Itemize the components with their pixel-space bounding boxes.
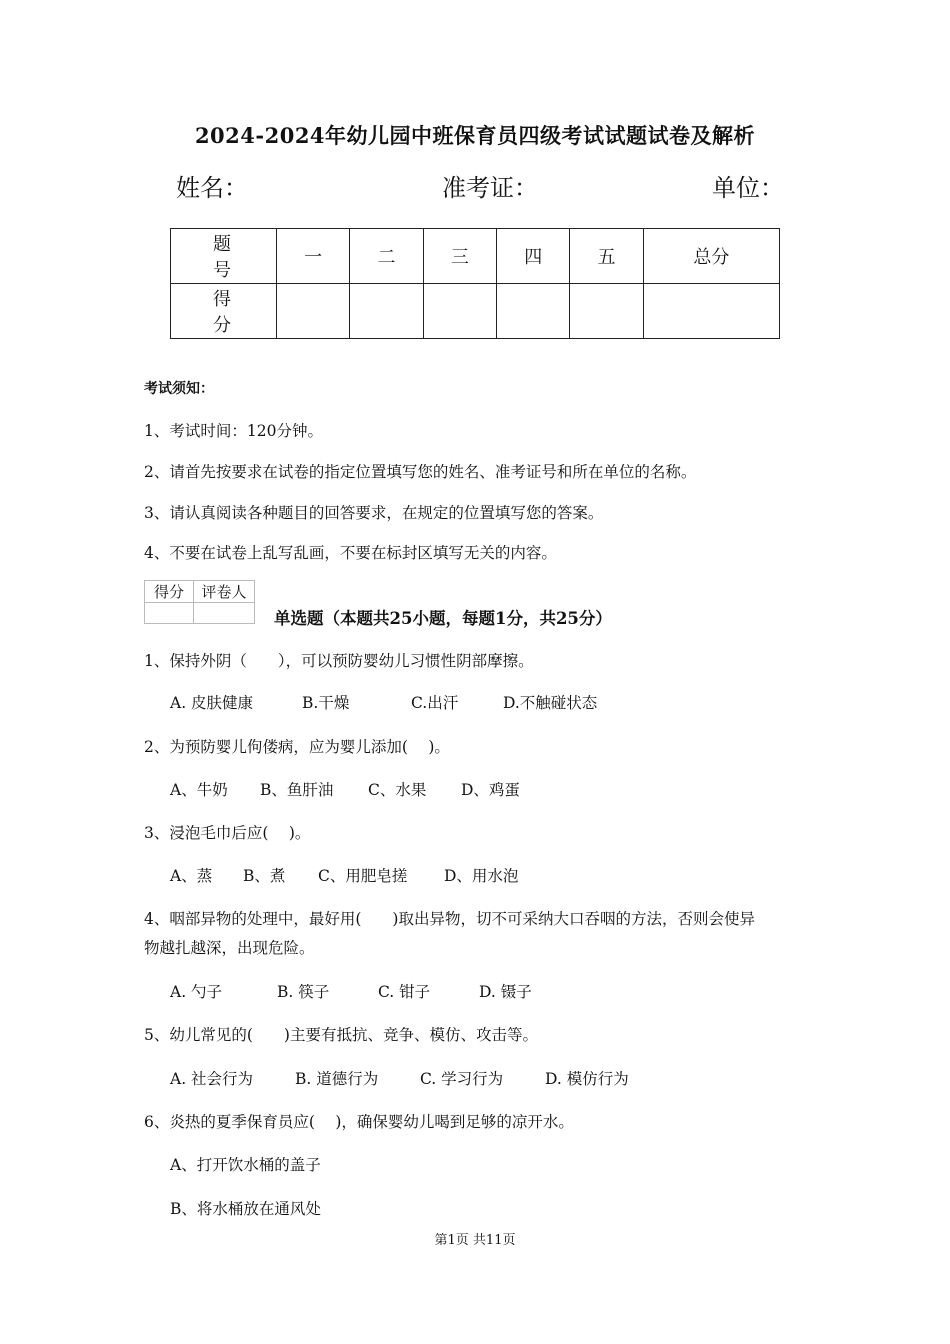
score-header-cell: 五 (570, 229, 643, 284)
notice-item: 4、不要在试卷上乱写乱画，不要在标封区填写无关的内容。 (144, 544, 557, 562)
question-stem: 1、保持外阴（ ），可以预防婴幼儿习惯性阴部摩擦。 (144, 652, 534, 670)
question-option: C. 钳子 (378, 983, 431, 1001)
question-option: A、蒸 (170, 867, 213, 885)
question-option: C、水果 (368, 781, 427, 799)
name-label: 姓名： (176, 174, 248, 202)
question-stem: 2、为预防婴儿佝偻病，应为婴儿添加( )。 (144, 738, 450, 756)
question-option: A、打开饮水桶的盖子 (170, 1156, 321, 1174)
question-option: C、用肥皂搓 (318, 867, 408, 885)
question-option: B、鱼肝油 (260, 781, 334, 799)
grader-score-cell[interactable] (145, 603, 194, 624)
question-option: D.不触碰状态 (503, 694, 598, 712)
notice-item: 1、考试时间：120分钟。 (144, 422, 323, 440)
question-option: A. 社会行为 (170, 1070, 254, 1088)
question-option: D. 镊子 (479, 983, 532, 1001)
score-header-cell: 三 (423, 229, 496, 284)
grader-reviewer-cell[interactable] (194, 603, 255, 624)
question-stem: 5、幼儿常见的( )主要有抵抗、竞争、模仿、攻击等。 (144, 1026, 538, 1044)
question-option: A. 皮肤健康 (170, 694, 254, 712)
score-cell[interactable] (350, 284, 423, 339)
score-header-cell: 一 (277, 229, 350, 284)
question-stem: 4、咽部异物的处理中，最好用( )取出异物，切不可采纳大口吞咽的方法，否则会使异 (144, 910, 755, 928)
question-option: D. 模仿行为 (545, 1070, 629, 1088)
score-header-cell: 四 (497, 229, 570, 284)
question-stem: 3、浸泡毛巾后应( )。 (144, 824, 311, 842)
score-cell[interactable] (643, 284, 779, 339)
score-header-cell: 二 (350, 229, 423, 284)
section-title: 单选题（本题共25小题，每题1分，共25分） (274, 609, 612, 628)
notice-item: 2、请首先按要求在试卷的指定位置填写您的姓名、准考证号和所在单位的名称。 (144, 463, 697, 481)
score-header-cell: 题 号 (171, 229, 277, 284)
score-header-cell: 总分 (643, 229, 779, 284)
score-cell[interactable] (497, 284, 570, 339)
notice-item: 3、请认真阅读各种题目的回答要求，在规定的位置填写您的答案。 (144, 504, 604, 522)
grader-box (144, 580, 255, 624)
question-stem-continued: 物越扎越深，出现危险。 (144, 939, 315, 957)
score-cell[interactable] (570, 284, 643, 339)
question-option: B.干燥 (302, 694, 350, 712)
score-cell[interactable] (423, 284, 496, 339)
question-option: B、将水桶放在通风处 (170, 1200, 321, 1218)
unit-label: 单位： (712, 174, 784, 202)
question-option: A、牛奶 (170, 781, 228, 799)
notice-title: 考试须知： (144, 381, 214, 397)
score-table (170, 228, 780, 339)
grader-reviewer-label: 评卷人 (194, 581, 255, 603)
question-option: A. 勺子 (170, 983, 223, 1001)
score-table-header-row (171, 229, 780, 284)
score-row-label: 得 分 (171, 284, 277, 339)
question-option: B、煮 (243, 867, 286, 885)
page-footer: 第1页 共11页 (434, 1233, 516, 1248)
question-stem: 6、炎热的夏季保育员应( )，确保婴幼儿喝到足够的凉开水。 (144, 1113, 574, 1131)
exam-id-label: 准考证： (442, 174, 538, 202)
page-title: 2024-2024年幼儿园中班保育员四级考试试题试卷及解析 (194, 123, 756, 148)
question-option: C.出汗 (411, 694, 459, 712)
question-option: B. 筷子 (277, 983, 330, 1001)
grader-score-label: 得分 (145, 581, 194, 603)
question-option: D、鸡蛋 (461, 781, 520, 799)
question-option: D、用水泡 (444, 867, 519, 885)
question-option: B. 道德行为 (295, 1070, 379, 1088)
score-table-score-row (171, 284, 780, 339)
question-option: C. 学习行为 (420, 1070, 504, 1088)
